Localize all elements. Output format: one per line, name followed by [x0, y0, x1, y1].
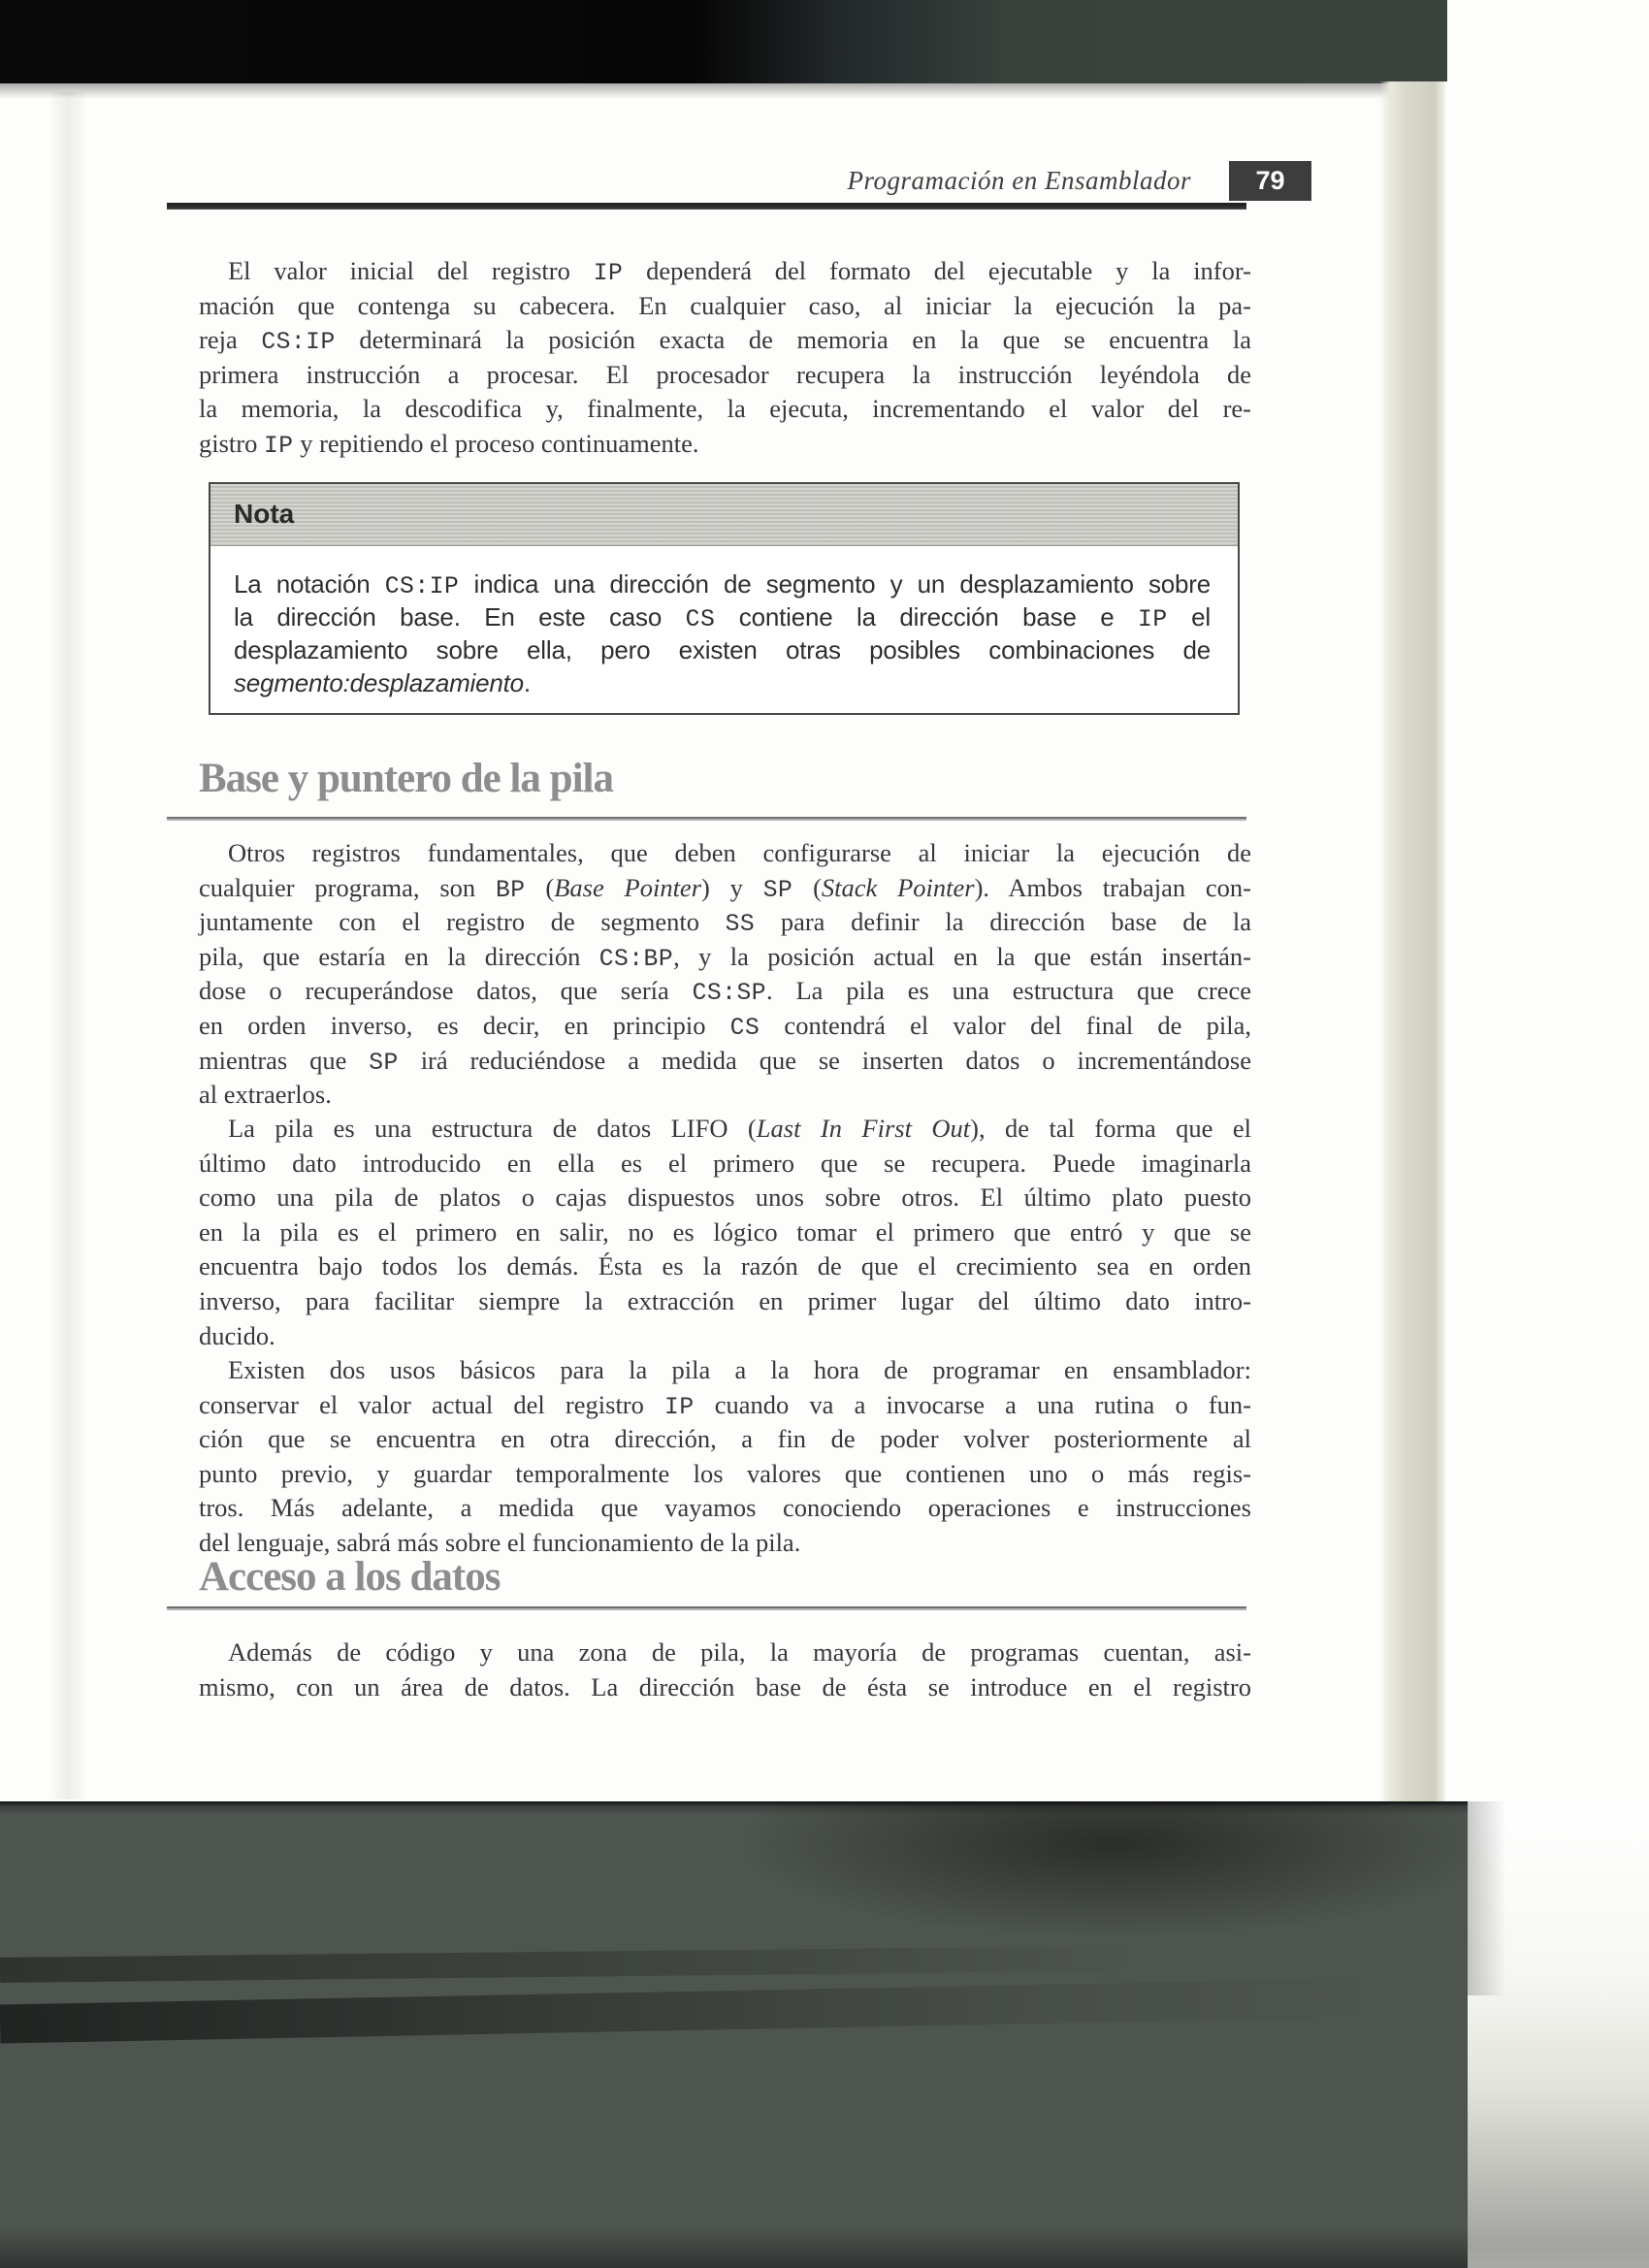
text-run: reja: [199, 325, 262, 355]
text-line: [234, 567, 1211, 600]
text-line: [199, 1215, 1251, 1250]
text-line: [199, 358, 1251, 393]
text-line: [199, 289, 1251, 324]
register-name: CS:IP: [261, 329, 336, 357]
running-head-title: Programación en Ensamblador: [847, 166, 1191, 195]
text-run: (: [525, 872, 555, 902]
text-run: indica una dirección de segmento y un desplazamiento sobre: [459, 569, 1211, 599]
paragraph-ip-register: [199, 254, 1251, 462]
text-line: [199, 1319, 1251, 1354]
text-line: [199, 1009, 1251, 1044]
text-run: , y la posición actual en la que están insertán-: [673, 941, 1252, 971]
text-run: irá reduciéndose a medida que se inserten datos o incrementándose: [398, 1045, 1251, 1075]
section-heading-acceso-datos: Acceso a los datos: [199, 1554, 501, 1600]
register-name: SP: [762, 876, 793, 904]
text-line: [199, 1388, 1251, 1423]
note-header-bar: [210, 484, 1238, 546]
page-edge-strip: [1379, 81, 1447, 1804]
text-line: [199, 427, 1251, 462]
text-line: [199, 974, 1251, 1009]
text-run: para definir la dirección base de la: [755, 907, 1251, 937]
text-line: [234, 600, 1211, 633]
paragraph-bp-sp: [199, 836, 1251, 1113]
text-run: último dato introducido en ella es el primero que se recupera. Puede imaginarla: [199, 1148, 1251, 1178]
text-line: [199, 1112, 1251, 1147]
gutter-shadow: [48, 92, 87, 1799]
header-rule: [167, 203, 1246, 210]
text-line: [199, 1457, 1251, 1492]
text-run: segmento:desplazamiento: [234, 668, 524, 697]
text-run: mación que contenga su cabecera. En cualquier caso, al iniciar la ejecución la pa-: [199, 290, 1251, 320]
text-run: contendrá el valor del final de pila,: [760, 1010, 1251, 1040]
text-run: primera instrucción a procesar. El procesador recupera la instrucción leyéndola de: [199, 359, 1251, 389]
text-run: punto previo, y guardar temporalmente los valores que contienen uno o más regis-: [199, 1458, 1251, 1488]
text-run: El valor inicial del registro: [228, 256, 594, 285]
text-run: La notación: [234, 569, 385, 599]
text-run: Base Pointer: [554, 872, 702, 902]
text-run: ción que se encuentra en otra dirección, a fin de poder volver posteriormente al: [199, 1424, 1251, 1454]
text-run: Stack Pointer: [821, 872, 975, 902]
text-run: como una pila de platos o cajas dispuestos unos sobre otros. El último plato puesto: [199, 1183, 1251, 1213]
text-run: (: [792, 872, 822, 902]
text-line: [199, 1078, 1251, 1113]
text-run: Además de código y una zona de pila, la mayoría de programas cuentan, asi-: [228, 1637, 1251, 1667]
note-box: [209, 482, 1240, 715]
text-run: ducido.: [199, 1320, 275, 1350]
scan-bottom-right-margin: [1468, 1801, 1649, 2268]
register-name: BP: [496, 876, 526, 904]
text-line: [234, 666, 1211, 699]
text-run: la memoria, la descodifica y, finalmente, la ejecuta, incrementando el valor del re-: [199, 394, 1251, 424]
text-line: [199, 323, 1251, 358]
register-name: CS:SP: [692, 980, 766, 1008]
text-line: [199, 1422, 1251, 1457]
text-run: dose o recuperándose datos, que sería: [199, 976, 693, 1006]
text-run: encuentra bajo todos los demás. Ésta es la razón de que el crecimiento sea en orden: [199, 1251, 1251, 1281]
text-run: gistro: [199, 428, 264, 458]
text-run: contiene la dirección base e: [715, 602, 1138, 632]
text-run: pila, que estaría en la dirección: [199, 941, 599, 971]
text-line: [199, 1636, 1251, 1670]
text-run: conservar el valor actual del registro: [199, 1389, 665, 1419]
text-run: mismo, con un área de datos. La dirección base de ésta se introduce en el registro: [199, 1671, 1251, 1701]
text-run: Existen dos usos básicos para la pila a la hora de programar en ensamblador:: [228, 1355, 1251, 1384]
paragraph-area-datos: [199, 1636, 1251, 1704]
text-run: cuando va a invocarse a una rutina o fun-: [694, 1389, 1251, 1419]
text-run: la dirección base. En este caso: [234, 602, 686, 632]
register-name: CS: [685, 606, 716, 633]
text-line: [199, 1353, 1251, 1388]
text-line: [199, 905, 1251, 940]
text-run: Otros registros fundamentales, que deben configurarse al iniciar la ejecución de: [228, 838, 1251, 867]
text-line: [199, 1670, 1251, 1705]
scan-top-band-fade: [0, 83, 1447, 99]
text-line: [234, 633, 1211, 666]
register-name: IP: [1138, 606, 1168, 633]
text-line: [199, 871, 1251, 906]
register-name: IP: [593, 260, 624, 287]
text-line: [199, 1491, 1251, 1526]
text-run: del lenguaje, sabrá más sobre el funcionamiento de la pila.: [199, 1527, 801, 1557]
note-body: [210, 546, 1238, 699]
text-run: mientras que: [199, 1045, 370, 1075]
text-run: y repitiendo el proceso continuamente.: [293, 428, 699, 458]
text-run: en orden inverso, es decir, en principio: [199, 1010, 730, 1040]
text-run: desplazamiento sobre ella, pero existen otras posibles combinaciones de: [234, 635, 1211, 664]
text-line: [199, 1181, 1251, 1215]
text-run: ), de tal forma que el: [970, 1114, 1251, 1143]
register-name: SP: [369, 1049, 399, 1077]
register-name: IP: [264, 432, 294, 460]
register-name: CS:BP: [598, 945, 674, 973]
note-title: Nota: [234, 499, 295, 529]
text-run: cualquier programa, son: [199, 872, 496, 902]
text-run: La pila es una estructura de datos LIFO (: [228, 1114, 757, 1143]
text-run: en la pila es el primero en salir, no es lógico tomar el primero que entró y que se: [199, 1216, 1251, 1247]
text-run: tros. Más adelante, a medida que vayamos conociendo operaciones e instrucciones: [199, 1493, 1251, 1523]
paragraph-usos-pila: [199, 1353, 1251, 1561]
text-line: [199, 940, 1251, 975]
page-number-badge: 79: [1229, 161, 1311, 201]
text-run: .: [523, 668, 531, 697]
text-run: ) y: [701, 872, 763, 902]
text-run: Last In First Out: [756, 1114, 971, 1143]
text-line: [199, 254, 1251, 289]
text-line: [199, 1284, 1251, 1319]
register-name: SS: [725, 911, 756, 939]
scan-top-band: [0, 0, 1447, 83]
text-run: al extraerlos.: [199, 1080, 332, 1110]
section-rule: [167, 817, 1246, 821]
text-run: juntamente con el registro de segmento: [199, 907, 726, 937]
text-line: [199, 1147, 1251, 1182]
register-name: CS: [729, 1014, 760, 1042]
register-name: CS:IP: [384, 573, 460, 600]
text-line: [199, 1044, 1251, 1079]
text-line: [199, 1249, 1251, 1284]
text-line: [199, 836, 1251, 871]
section-rule: [167, 1606, 1246, 1610]
text-run: ). Ambos trabajan con-: [974, 872, 1252, 902]
paragraph-lifo: [199, 1112, 1251, 1353]
text-run: determinará la posición exacta de memoria en la que se encuentra la: [335, 325, 1251, 355]
register-name: IP: [664, 1393, 695, 1421]
text-run: . La pila es una estructura que crece: [766, 976, 1251, 1006]
section-heading-base-y-puntero: Base y puntero de la pila: [199, 756, 613, 801]
text-run: el: [1167, 602, 1211, 632]
text-run: inverso, para facilitar siempre la extracción en primer lugar del último dato intro-: [199, 1285, 1251, 1315]
text-run: dependerá del formato del ejecutable y la infor-: [623, 256, 1251, 285]
text-line: [199, 392, 1251, 427]
